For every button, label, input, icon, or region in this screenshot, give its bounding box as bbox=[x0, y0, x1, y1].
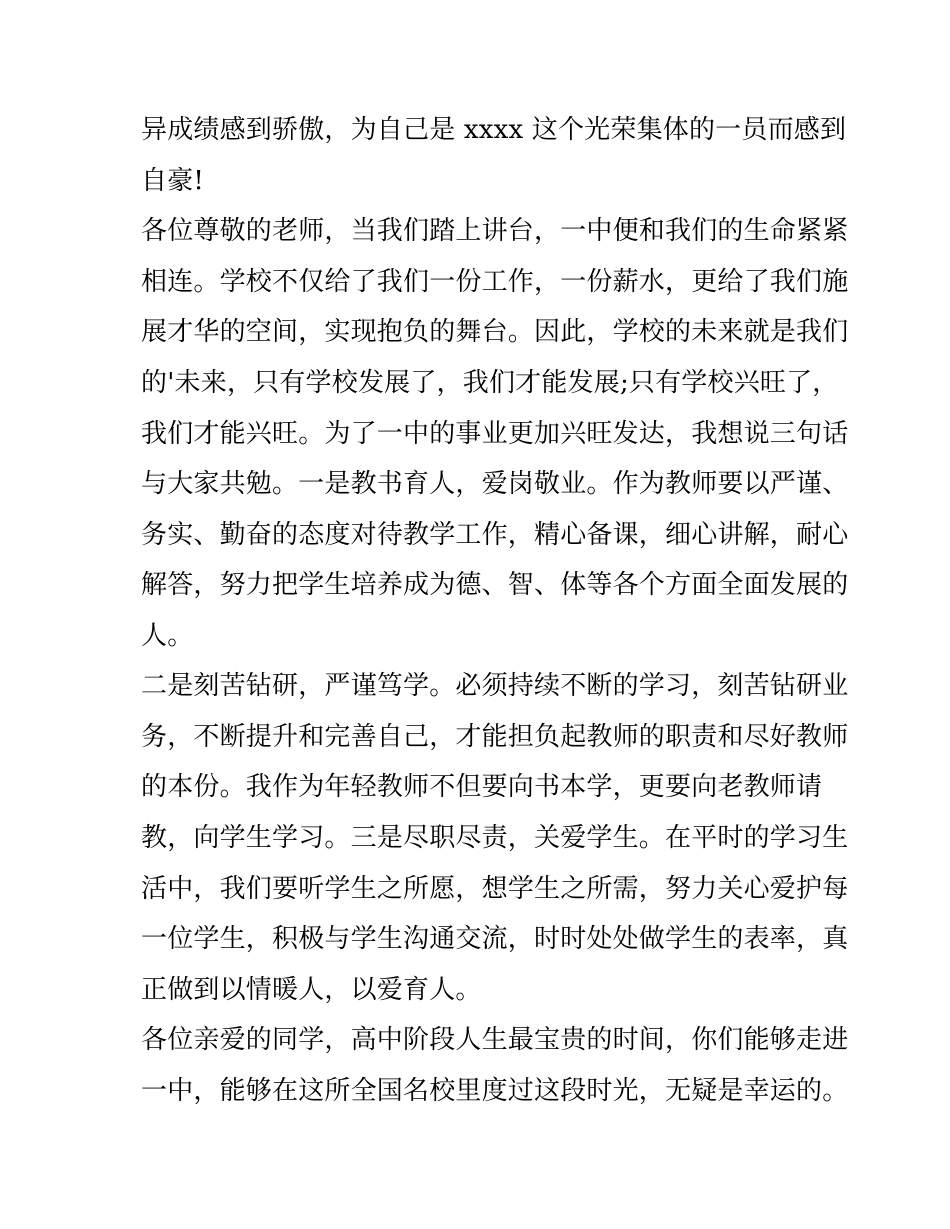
text-line: 教，向学生学习。三是尽职尽责，关爱学生。在平时的学习生 bbox=[141, 823, 849, 853]
text-line: 解答，努力把学生培养成为德、智、体等各个方面全面发展的 bbox=[141, 570, 849, 600]
text-line: 自豪! bbox=[141, 166, 205, 196]
text-line: 活中，我们要听学生之所愿，想学生之所需，努力关心爱护每 bbox=[141, 874, 849, 904]
text-line: 人。 bbox=[141, 621, 194, 651]
text-line: 各位亲爱的同学，高中阶段人生最宝贵的时间，你们能够走进 bbox=[141, 1025, 849, 1055]
text-line: 的'未来，只有学校发展了，我们才能发展;只有学校兴旺了， bbox=[141, 368, 839, 398]
text-line: 务实、勤奋的态度对待教学工作，精心备课，细心讲解，耐心 bbox=[141, 520, 849, 550]
text-line: 一位学生，积极与学生沟通交流，时时处处做学生的表率，真 bbox=[141, 924, 849, 954]
text-line: 异成绩感到骄傲，为自己是 xxxx 这个光荣集体的一员而感到 bbox=[141, 115, 847, 145]
text-line: 各位尊敬的老师，当我们踏上讲台，一中便和我们的生命紧紧 bbox=[141, 216, 849, 246]
text-line: 一中，能够在这所全国名校里度过这段时光，无疑是幸运的。 bbox=[141, 1076, 849, 1106]
text-line: 我们才能兴旺。为了一中的事业更加兴旺发达，我想说三句话 bbox=[141, 419, 849, 449]
text-line: 务，不断提升和完善自己，才能担负起教师的职责和尽好教师 bbox=[141, 722, 849, 752]
text-line: 正做到以情暖人，以爱育人。 bbox=[141, 975, 482, 1005]
text-line: 二是刻苦钻研，严谨笃学。必须持续不断的学习，刻苦钻研业 bbox=[141, 671, 849, 701]
text-line: 与大家共勉。一是教书育人，爱岗敬业。作为教师要以严谨、 bbox=[141, 469, 849, 499]
text-line: 的本份。我作为年轻教师不但要向书本学，更要向老教师请 bbox=[141, 772, 823, 802]
text-line: 相连。学校不仅给了我们一份工作，一份薪水，更给了我们施 bbox=[141, 267, 849, 297]
text-line: 展才华的空间，实现抱负的舞台。因此，学校的未来就是我们 bbox=[141, 317, 849, 347]
